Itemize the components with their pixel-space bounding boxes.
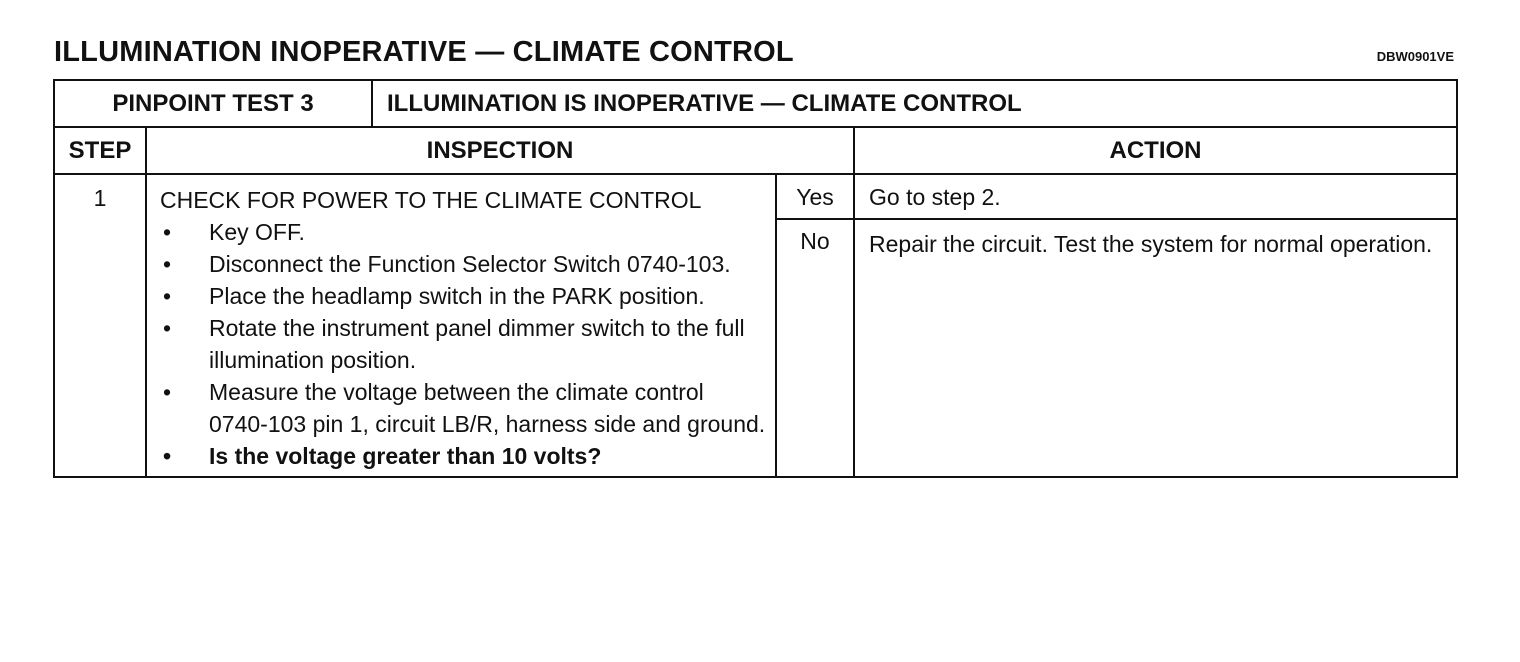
- page-title: ILLUMINATION INOPERATIVE — CLIMATE CONTROL: [54, 36, 794, 68]
- test-header-row: [54, 80, 1457, 127]
- question-text: Is the voltage greater than 10 volts?: [209, 443, 602, 469]
- answer-no: No: [776, 219, 854, 477]
- bullet-icon: •: [163, 315, 172, 341]
- answer-yes: Yes: [776, 174, 854, 219]
- list-item-text: Key OFF.: [209, 219, 305, 245]
- column-header-inspection: INSPECTION: [146, 127, 854, 174]
- document-code: DBW0901VE: [1376, 49, 1454, 64]
- inspection-list: [160, 216, 767, 472]
- inspection-cell: [146, 174, 776, 477]
- list-item: [160, 280, 767, 312]
- pinpoint-test-title: ILLUMINATION IS INOPERATIVE — CLIMATE CONTROL: [372, 80, 1457, 127]
- bullet-icon: •: [163, 251, 172, 277]
- list-item: [160, 216, 767, 248]
- list-item: [160, 248, 767, 280]
- column-header-step: STEP: [54, 127, 146, 174]
- action-no: Repair the circuit. Test the system for normal operation.: [854, 219, 1457, 477]
- action-yes: Go to step 2.: [854, 174, 1457, 219]
- pinpoint-test-label: PINPOINT TEST 3: [54, 80, 372, 127]
- check-title: CHECK FOR POWER TO THE CLIMATE CONTROL: [160, 187, 702, 213]
- list-item-text: Rotate the instrument panel dimmer switch to the full illumination position.: [209, 315, 745, 373]
- bullet-icon: •: [163, 379, 172, 405]
- bullet-icon: •: [163, 219, 172, 245]
- pinpoint-test-table: [53, 79, 1458, 478]
- step-row-yes: [54, 174, 1457, 219]
- column-header-action: ACTION: [854, 127, 1457, 174]
- step-number: 1: [54, 174, 146, 477]
- list-item: [160, 312, 767, 376]
- bullet-icon: •: [163, 283, 172, 309]
- bullet-icon: •: [163, 443, 172, 469]
- column-header-row: [54, 127, 1457, 174]
- list-item-text: Measure the voltage between the climate control 0740-103 pin 1, circuit LB/R, harness side and ground.: [209, 379, 766, 437]
- question-item: [160, 440, 767, 472]
- list-item: [160, 376, 767, 440]
- list-item-text: Place the headlamp switch in the PARK position.: [209, 283, 705, 309]
- list-item-text: Disconnect the Function Selector Switch 0740-103.: [209, 251, 731, 277]
